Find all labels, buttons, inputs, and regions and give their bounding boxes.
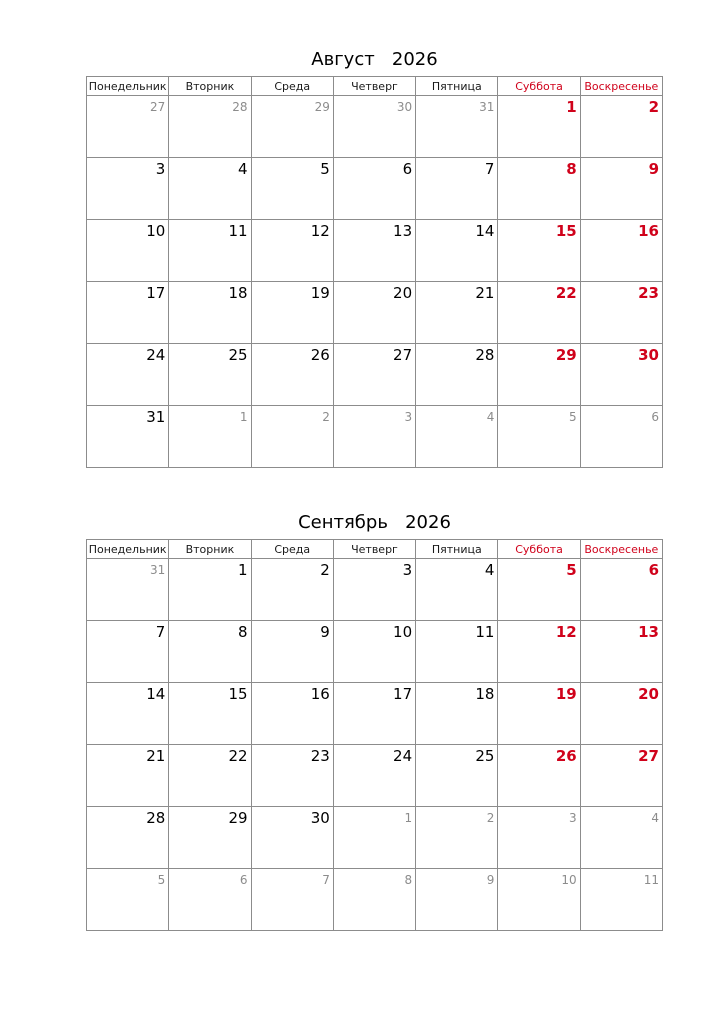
day-cell xyxy=(333,96,415,158)
day-number: 15 xyxy=(228,685,248,703)
weekday-label: Понедельник xyxy=(87,77,169,96)
day-number: 4 xyxy=(484,561,495,579)
day-cell xyxy=(87,621,169,683)
day-number: 2 xyxy=(320,561,330,579)
day-cell xyxy=(169,96,251,158)
week-row xyxy=(87,559,663,621)
day-cell xyxy=(333,559,415,621)
day-number: 18 xyxy=(475,685,495,703)
day-number: 1 xyxy=(238,561,248,579)
day-number: 13 xyxy=(638,623,659,641)
day-cell xyxy=(580,869,662,931)
day-number: 18 xyxy=(228,284,248,302)
day-number: 29 xyxy=(228,809,248,827)
week-row xyxy=(87,344,663,406)
day-cell xyxy=(580,158,662,220)
day-cell xyxy=(87,158,169,220)
day-number: 26 xyxy=(310,346,330,364)
day-cell xyxy=(251,869,333,931)
day-cell xyxy=(580,220,662,282)
day-cell xyxy=(87,344,169,406)
day-number: 20 xyxy=(638,685,659,703)
day-number: 2 xyxy=(486,811,495,825)
day-number: 28 xyxy=(475,346,495,364)
calendar-grid xyxy=(86,539,663,931)
day-number: 17 xyxy=(393,685,413,703)
day-cell xyxy=(498,220,580,282)
day-cell xyxy=(580,559,662,621)
day-number: 23 xyxy=(638,284,659,302)
week-row xyxy=(87,869,663,931)
weeks xyxy=(87,559,663,931)
day-number: 19 xyxy=(555,685,577,703)
day-cell xyxy=(580,745,662,807)
day-cell xyxy=(251,220,333,282)
day-cell xyxy=(169,745,251,807)
day-cell xyxy=(169,282,251,344)
day-number: 3 xyxy=(155,160,166,178)
day-cell xyxy=(169,869,251,931)
day-number: 27 xyxy=(638,747,659,765)
day-number: 30 xyxy=(396,100,413,114)
month-title: Сентябрь 2026 xyxy=(298,512,451,533)
day-number: 9 xyxy=(320,623,330,641)
day-number: 10 xyxy=(561,873,577,887)
day-cell xyxy=(169,158,251,220)
day-cell xyxy=(169,220,251,282)
weekday-label: Суббота xyxy=(498,540,580,559)
day-cell xyxy=(498,96,580,158)
weeks xyxy=(87,96,663,468)
day-cell xyxy=(333,344,415,406)
day-cell xyxy=(87,869,169,931)
day-cell xyxy=(580,621,662,683)
weekday-label: Вторник xyxy=(169,540,251,559)
day-number: 28 xyxy=(232,100,248,114)
day-cell xyxy=(87,282,169,344)
day-number: 3 xyxy=(569,811,577,825)
weekday-label: Среда xyxy=(251,540,333,559)
day-cell xyxy=(416,745,498,807)
day-cell xyxy=(498,683,580,745)
day-number: 8 xyxy=(404,873,413,887)
day-number: 8 xyxy=(566,160,577,178)
day-number: 5 xyxy=(566,561,577,579)
day-cell xyxy=(498,807,580,869)
day-number: 7 xyxy=(322,873,330,887)
day-number: 6 xyxy=(402,160,413,178)
weekday-label: Среда xyxy=(251,77,333,96)
day-number: 25 xyxy=(228,346,248,364)
day-cell xyxy=(580,344,662,406)
day-number: 11 xyxy=(643,873,659,887)
day-cell xyxy=(169,621,251,683)
weekday-label: Четверг xyxy=(333,77,415,96)
calendar-grid xyxy=(86,76,663,468)
day-number: 16 xyxy=(310,685,330,703)
day-cell xyxy=(416,96,498,158)
day-cell xyxy=(251,621,333,683)
week-row xyxy=(87,220,663,282)
day-cell xyxy=(251,158,333,220)
day-cell xyxy=(169,683,251,745)
day-number: 3 xyxy=(402,561,413,579)
day-number: 29 xyxy=(555,346,577,364)
day-cell xyxy=(333,683,415,745)
day-cell xyxy=(498,406,580,468)
weekday-label: Вторник xyxy=(169,77,251,96)
day-number: 24 xyxy=(393,747,413,765)
day-cell xyxy=(251,683,333,745)
month-september xyxy=(86,507,663,931)
day-number: 4 xyxy=(238,160,248,178)
weekday-label: Пятница xyxy=(416,77,498,96)
weekday-label: Понедельник xyxy=(87,540,169,559)
day-number: 2 xyxy=(322,410,330,424)
day-number: 11 xyxy=(475,623,495,641)
day-cell xyxy=(333,621,415,683)
day-number: 30 xyxy=(638,346,659,364)
day-cell xyxy=(251,807,333,869)
day-number: 6 xyxy=(651,410,659,424)
day-number: 1 xyxy=(404,811,413,825)
day-number: 21 xyxy=(475,284,495,302)
day-cell xyxy=(251,559,333,621)
day-number: 12 xyxy=(555,623,577,641)
day-cell xyxy=(580,406,662,468)
day-cell xyxy=(251,745,333,807)
day-number: 25 xyxy=(475,747,495,765)
weekday-label: Четверг xyxy=(333,540,415,559)
day-number: 31 xyxy=(479,100,495,114)
day-number: 23 xyxy=(310,747,330,765)
weekday-label: Воскресенье xyxy=(580,540,662,559)
week-row xyxy=(87,96,663,158)
week-row xyxy=(87,807,663,869)
day-cell xyxy=(251,96,333,158)
day-cell xyxy=(169,807,251,869)
day-number: 11 xyxy=(228,222,248,240)
day-number: 22 xyxy=(555,284,577,302)
day-number: 5 xyxy=(320,160,330,178)
day-cell xyxy=(416,869,498,931)
day-number: 1 xyxy=(239,410,248,424)
day-cell xyxy=(333,745,415,807)
week-row xyxy=(87,158,663,220)
day-cell xyxy=(498,559,580,621)
day-cell xyxy=(498,282,580,344)
day-cell xyxy=(498,158,580,220)
day-number: 1 xyxy=(566,98,577,116)
day-number: 9 xyxy=(648,160,659,178)
day-cell xyxy=(580,282,662,344)
weekday-header-row xyxy=(87,540,663,559)
day-cell xyxy=(416,621,498,683)
day-number: 8 xyxy=(238,623,248,641)
day-cell xyxy=(416,282,498,344)
day-number: 10 xyxy=(393,623,413,641)
day-number: 12 xyxy=(310,222,330,240)
week-row xyxy=(87,282,663,344)
day-cell xyxy=(333,406,415,468)
day-cell xyxy=(580,96,662,158)
day-cell xyxy=(416,683,498,745)
weekday-label: Пятница xyxy=(416,540,498,559)
day-number: 31 xyxy=(146,408,166,426)
day-number: 14 xyxy=(146,685,166,703)
day-number: 28 xyxy=(146,809,166,827)
day-cell xyxy=(416,406,498,468)
day-number: 17 xyxy=(146,284,166,302)
day-number: 15 xyxy=(555,222,577,240)
day-number: 9 xyxy=(486,873,495,887)
day-cell xyxy=(333,869,415,931)
day-cell xyxy=(498,745,580,807)
day-number: 27 xyxy=(150,100,166,114)
day-cell xyxy=(333,807,415,869)
month-august xyxy=(86,44,663,468)
day-number: 13 xyxy=(393,222,413,240)
day-number: 16 xyxy=(638,222,659,240)
day-number: 4 xyxy=(651,811,659,825)
day-cell xyxy=(416,807,498,869)
day-number: 27 xyxy=(393,346,413,364)
day-cell xyxy=(498,621,580,683)
day-number: 21 xyxy=(146,747,166,765)
day-cell xyxy=(87,220,169,282)
day-number: 7 xyxy=(484,160,495,178)
day-cell xyxy=(87,96,169,158)
day-number: 6 xyxy=(648,561,659,579)
day-number: 31 xyxy=(150,563,166,577)
day-cell xyxy=(333,220,415,282)
day-number: 2 xyxy=(648,98,659,116)
week-row xyxy=(87,683,663,745)
day-number: 22 xyxy=(228,747,248,765)
day-cell xyxy=(251,344,333,406)
day-cell xyxy=(251,406,333,468)
day-cell xyxy=(87,807,169,869)
day-cell xyxy=(416,220,498,282)
weekday-label: Суббота xyxy=(498,77,580,96)
week-row xyxy=(87,406,663,468)
day-cell xyxy=(580,683,662,745)
day-cell xyxy=(416,344,498,406)
day-cell xyxy=(580,807,662,869)
day-cell xyxy=(169,406,251,468)
day-cell xyxy=(333,282,415,344)
day-cell xyxy=(169,559,251,621)
day-cell xyxy=(87,683,169,745)
month-title: Август 2026 xyxy=(311,49,438,70)
day-cell xyxy=(416,158,498,220)
day-number: 3 xyxy=(404,410,413,424)
day-number: 5 xyxy=(157,873,166,887)
day-cell xyxy=(498,344,580,406)
day-number: 19 xyxy=(310,284,330,302)
day-number: 4 xyxy=(486,410,495,424)
week-row xyxy=(87,745,663,807)
weekday-header-row xyxy=(87,77,663,96)
day-number: 5 xyxy=(569,410,577,424)
day-cell xyxy=(87,406,169,468)
day-cell xyxy=(333,158,415,220)
week-row xyxy=(87,621,663,683)
day-number: 29 xyxy=(314,100,330,114)
day-cell xyxy=(87,559,169,621)
day-cell xyxy=(169,344,251,406)
day-number: 7 xyxy=(155,623,166,641)
weekday-label: Воскресенье xyxy=(580,77,662,96)
day-number: 6 xyxy=(239,873,248,887)
day-number: 24 xyxy=(146,346,166,364)
day-cell xyxy=(416,559,498,621)
day-number: 30 xyxy=(310,809,330,827)
day-number: 26 xyxy=(555,747,577,765)
day-number: 10 xyxy=(146,222,166,240)
day-cell xyxy=(251,282,333,344)
day-number: 20 xyxy=(393,284,413,302)
day-number: 14 xyxy=(475,222,495,240)
day-cell xyxy=(498,869,580,931)
day-cell xyxy=(87,745,169,807)
